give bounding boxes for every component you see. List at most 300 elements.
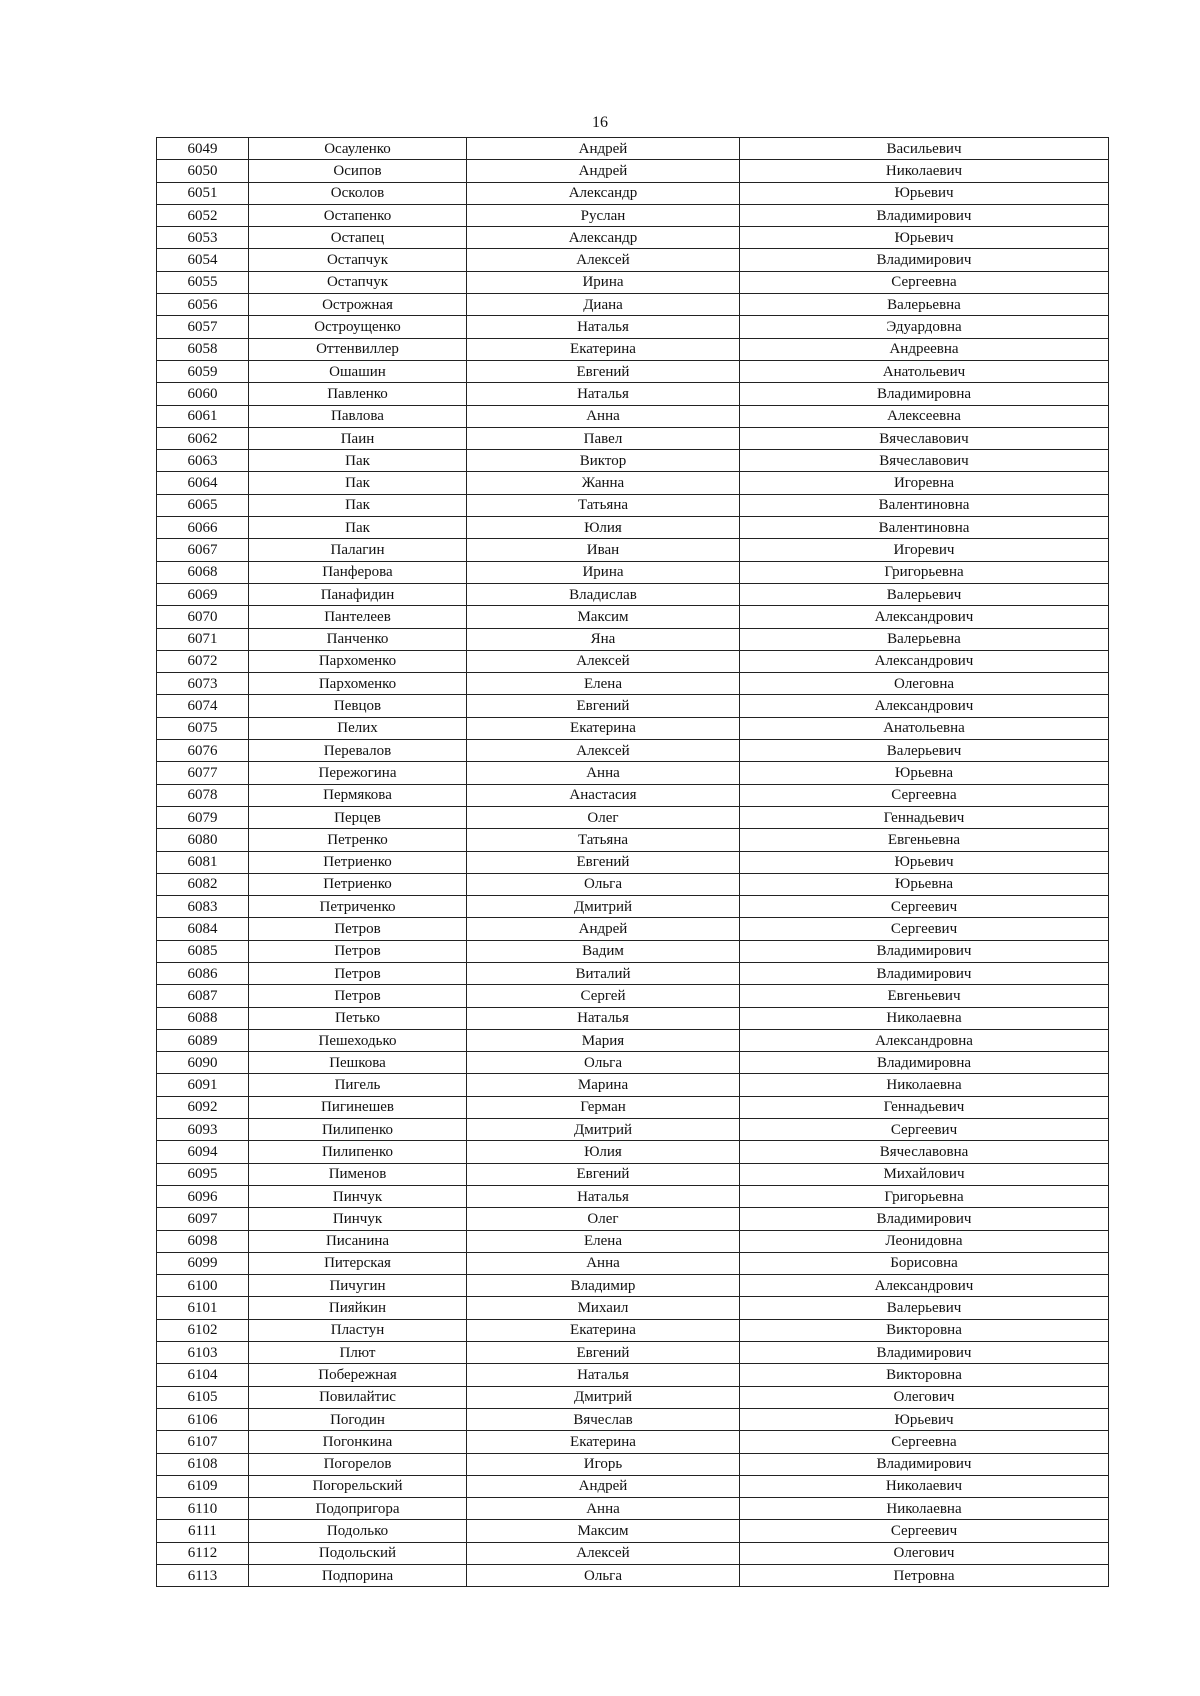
record-number-cell: 6091 xyxy=(157,1074,249,1096)
last-name-cell: Пименов xyxy=(249,1163,467,1185)
patronymic-cell: Петровна xyxy=(740,1565,1109,1587)
patronymic-cell: Олегович xyxy=(740,1542,1109,1564)
last-name-cell: Ошашин xyxy=(249,360,467,382)
first-name-cell: Анна xyxy=(467,762,740,784)
last-name-cell: Писанина xyxy=(249,1230,467,1252)
patronymic-cell: Григорьевна xyxy=(740,561,1109,583)
first-name-cell: Ольга xyxy=(467,873,740,895)
patronymic-cell: Геннадьевич xyxy=(740,806,1109,828)
table-row xyxy=(157,472,1109,494)
table-row xyxy=(157,940,1109,962)
record-number-cell: 6083 xyxy=(157,896,249,918)
last-name-cell: Питерская xyxy=(249,1252,467,1274)
table-row xyxy=(157,628,1109,650)
roster-body xyxy=(157,138,1109,1587)
record-number-cell: 6100 xyxy=(157,1275,249,1297)
table-row xyxy=(157,539,1109,561)
last-name-cell: Петров xyxy=(249,962,467,984)
first-name-cell: Татьяна xyxy=(467,829,740,851)
record-number-cell: 6105 xyxy=(157,1386,249,1408)
first-name-cell: Андрей xyxy=(467,138,740,160)
first-name-cell: Наталья xyxy=(467,316,740,338)
patronymic-cell: Александрович xyxy=(740,606,1109,628)
table-row xyxy=(157,1096,1109,1118)
table-row xyxy=(157,896,1109,918)
first-name-cell: Сергей xyxy=(467,985,740,1007)
last-name-cell: Подольский xyxy=(249,1542,467,1564)
table-row xyxy=(157,1185,1109,1207)
record-number-cell: 6111 xyxy=(157,1520,249,1542)
last-name-cell: Пархоменко xyxy=(249,650,467,672)
last-name-cell: Пинчук xyxy=(249,1208,467,1230)
record-number-cell: 6107 xyxy=(157,1431,249,1453)
first-name-cell: Наталья xyxy=(467,1185,740,1207)
table-row xyxy=(157,450,1109,472)
table-row xyxy=(157,1408,1109,1430)
first-name-cell: Анна xyxy=(467,1498,740,1520)
page-number: 16 xyxy=(592,114,608,131)
record-number-cell: 6049 xyxy=(157,138,249,160)
first-name-cell: Виктор xyxy=(467,450,740,472)
record-number-cell: 6064 xyxy=(157,472,249,494)
first-name-cell: Яна xyxy=(467,628,740,650)
record-number-cell: 6082 xyxy=(157,873,249,895)
record-number-cell: 6103 xyxy=(157,1342,249,1364)
patronymic-cell: Вячеславович xyxy=(740,450,1109,472)
first-name-cell: Екатерина xyxy=(467,717,740,739)
patronymic-cell: Сергеевич xyxy=(740,1119,1109,1141)
last-name-cell: Плют xyxy=(249,1342,467,1364)
last-name-cell: Пак xyxy=(249,450,467,472)
last-name-cell: Подолько xyxy=(249,1520,467,1542)
record-number-cell: 6086 xyxy=(157,962,249,984)
first-name-cell: Виталий xyxy=(467,962,740,984)
table-row xyxy=(157,249,1109,271)
table-row xyxy=(157,829,1109,851)
table-row xyxy=(157,851,1109,873)
first-name-cell: Елена xyxy=(467,1230,740,1252)
first-name-cell: Евгений xyxy=(467,695,740,717)
first-name-cell: Ирина xyxy=(467,271,740,293)
table-row xyxy=(157,1230,1109,1252)
record-number-cell: 6060 xyxy=(157,383,249,405)
record-number-cell: 6097 xyxy=(157,1208,249,1230)
patronymic-cell: Валерьевна xyxy=(740,294,1109,316)
first-name-cell: Анастасия xyxy=(467,784,740,806)
last-name-cell: Пелих xyxy=(249,717,467,739)
last-name-cell: Петров xyxy=(249,918,467,940)
first-name-cell: Наталья xyxy=(467,383,740,405)
record-number-cell: 6066 xyxy=(157,517,249,539)
table-row xyxy=(157,1029,1109,1051)
last-name-cell: Пигинешев xyxy=(249,1096,467,1118)
patronymic-cell: Владимирович xyxy=(740,204,1109,226)
record-number-cell: 6090 xyxy=(157,1052,249,1074)
record-number-cell: 6109 xyxy=(157,1475,249,1497)
record-number-cell: 6098 xyxy=(157,1230,249,1252)
patronymic-cell: Анатольевич xyxy=(740,360,1109,382)
first-name-cell: Екатерина xyxy=(467,1319,740,1341)
table-row xyxy=(157,383,1109,405)
last-name-cell: Пилипенко xyxy=(249,1141,467,1163)
patronymic-cell: Сергеевич xyxy=(740,918,1109,940)
patronymic-cell: Вячеславовна xyxy=(740,1141,1109,1163)
last-name-cell: Петренко xyxy=(249,829,467,851)
patronymic-cell: Михайлович xyxy=(740,1163,1109,1185)
patronymic-cell: Анатольевна xyxy=(740,717,1109,739)
record-number-cell: 6051 xyxy=(157,182,249,204)
table-row xyxy=(157,1364,1109,1386)
record-number-cell: 6050 xyxy=(157,160,249,182)
record-number-cell: 6112 xyxy=(157,1542,249,1564)
first-name-cell: Диана xyxy=(467,294,740,316)
record-number-cell: 6071 xyxy=(157,628,249,650)
table-row xyxy=(157,962,1109,984)
record-number-cell: 6092 xyxy=(157,1096,249,1118)
first-name-cell: Вячеслав xyxy=(467,1408,740,1430)
patronymic-cell: Валерьевич xyxy=(740,583,1109,605)
last-name-cell: Пластун xyxy=(249,1319,467,1341)
record-number-cell: 6099 xyxy=(157,1252,249,1274)
table-row xyxy=(157,294,1109,316)
first-name-cell: Ирина xyxy=(467,561,740,583)
first-name-cell: Наталья xyxy=(467,1364,740,1386)
record-number-cell: 6101 xyxy=(157,1297,249,1319)
table-row xyxy=(157,494,1109,516)
first-name-cell: Алексей xyxy=(467,249,740,271)
first-name-cell: Елена xyxy=(467,673,740,695)
record-number-cell: 6078 xyxy=(157,784,249,806)
patronymic-cell: Олегович xyxy=(740,1386,1109,1408)
record-number-cell: 6073 xyxy=(157,673,249,695)
last-name-cell: Пархоменко xyxy=(249,673,467,695)
first-name-cell: Екатерина xyxy=(467,1431,740,1453)
patronymic-cell: Андреевна xyxy=(740,338,1109,360)
last-name-cell: Остапчук xyxy=(249,249,467,271)
last-name-cell: Павлова xyxy=(249,405,467,427)
table-row xyxy=(157,717,1109,739)
table-row xyxy=(157,427,1109,449)
last-name-cell: Певцов xyxy=(249,695,467,717)
record-number-cell: 6069 xyxy=(157,583,249,605)
record-number-cell: 6067 xyxy=(157,539,249,561)
patronymic-cell: Александрович xyxy=(740,695,1109,717)
patronymic-cell: Олеговна xyxy=(740,673,1109,695)
last-name-cell: Пантелеев xyxy=(249,606,467,628)
first-name-cell: Алексей xyxy=(467,650,740,672)
first-name-cell: Павел xyxy=(467,427,740,449)
table-row xyxy=(157,985,1109,1007)
table-row xyxy=(157,1074,1109,1096)
first-name-cell: Олег xyxy=(467,806,740,828)
patronymic-cell: Юрьевич xyxy=(740,227,1109,249)
patronymic-cell: Евгеньевна xyxy=(740,829,1109,851)
first-name-cell: Анна xyxy=(467,1252,740,1274)
patronymic-cell: Владимировна xyxy=(740,1052,1109,1074)
record-number-cell: 6110 xyxy=(157,1498,249,1520)
table-row xyxy=(157,1475,1109,1497)
table-row xyxy=(157,873,1109,895)
table-row xyxy=(157,1342,1109,1364)
last-name-cell: Осипов xyxy=(249,160,467,182)
last-name-cell: Петров xyxy=(249,985,467,1007)
table-row xyxy=(157,1386,1109,1408)
last-name-cell: Погорельский xyxy=(249,1475,467,1497)
last-name-cell: Петриенко xyxy=(249,873,467,895)
record-number-cell: 6085 xyxy=(157,940,249,962)
last-name-cell: Остапец xyxy=(249,227,467,249)
last-name-cell: Петриенко xyxy=(249,851,467,873)
record-number-cell: 6063 xyxy=(157,450,249,472)
last-name-cell: Пак xyxy=(249,494,467,516)
patronymic-cell: Юрьевна xyxy=(740,762,1109,784)
first-name-cell: Евгений xyxy=(467,1163,740,1185)
record-number-cell: 6104 xyxy=(157,1364,249,1386)
table-row xyxy=(157,227,1109,249)
table-row xyxy=(157,1052,1109,1074)
table-row xyxy=(157,204,1109,226)
record-number-cell: 6074 xyxy=(157,695,249,717)
last-name-cell: Остроущенко xyxy=(249,316,467,338)
table-row xyxy=(157,182,1109,204)
last-name-cell: Петров xyxy=(249,940,467,962)
patronymic-cell: Валентиновна xyxy=(740,494,1109,516)
table-row xyxy=(157,606,1109,628)
last-name-cell: Пилипенко xyxy=(249,1119,467,1141)
last-name-cell: Остапенко xyxy=(249,204,467,226)
last-name-cell: Подпорина xyxy=(249,1565,467,1587)
patronymic-cell: Евгеньевич xyxy=(740,985,1109,1007)
patronymic-cell: Алексеевна xyxy=(740,405,1109,427)
patronymic-cell: Сергеевич xyxy=(740,896,1109,918)
patronymic-cell: Васильевич xyxy=(740,138,1109,160)
patronymic-cell: Владимирович xyxy=(740,940,1109,962)
table-row xyxy=(157,1275,1109,1297)
last-name-cell: Повилайтис xyxy=(249,1386,467,1408)
last-name-cell: Осауленко xyxy=(249,138,467,160)
first-name-cell: Дмитрий xyxy=(467,1119,740,1141)
patronymic-cell: Владимирович xyxy=(740,1453,1109,1475)
table-row xyxy=(157,561,1109,583)
last-name-cell: Петриченко xyxy=(249,896,467,918)
last-name-cell: Осколов xyxy=(249,182,467,204)
table-row xyxy=(157,360,1109,382)
record-number-cell: 6070 xyxy=(157,606,249,628)
record-number-cell: 6081 xyxy=(157,851,249,873)
patronymic-cell: Сергеевна xyxy=(740,271,1109,293)
patronymic-cell: Юрьевич xyxy=(740,851,1109,873)
last-name-cell: Погорелов xyxy=(249,1453,467,1475)
first-name-cell: Екатерина xyxy=(467,338,740,360)
first-name-cell: Вадим xyxy=(467,940,740,962)
last-name-cell: Пак xyxy=(249,517,467,539)
patronymic-cell: Геннадьевич xyxy=(740,1096,1109,1118)
first-name-cell: Алексей xyxy=(467,740,740,762)
first-name-cell: Руслан xyxy=(467,204,740,226)
record-number-cell: 6072 xyxy=(157,650,249,672)
patronymic-cell: Николаевич xyxy=(740,1475,1109,1497)
record-number-cell: 6062 xyxy=(157,427,249,449)
patronymic-cell: Александрович xyxy=(740,650,1109,672)
record-number-cell: 6054 xyxy=(157,249,249,271)
table-row xyxy=(157,1565,1109,1587)
table-row xyxy=(157,1141,1109,1163)
record-number-cell: 6068 xyxy=(157,561,249,583)
table-row xyxy=(157,1208,1109,1230)
record-number-cell: 6093 xyxy=(157,1119,249,1141)
patronymic-cell: Валерьевич xyxy=(740,1297,1109,1319)
record-number-cell: 6059 xyxy=(157,360,249,382)
record-number-cell: 6052 xyxy=(157,204,249,226)
table-row xyxy=(157,1007,1109,1029)
last-name-cell: Паин xyxy=(249,427,467,449)
record-number-cell: 6056 xyxy=(157,294,249,316)
first-name-cell: Максим xyxy=(467,606,740,628)
first-name-cell: Мария xyxy=(467,1029,740,1051)
table-row xyxy=(157,271,1109,293)
table-row xyxy=(157,1297,1109,1319)
first-name-cell: Александр xyxy=(467,227,740,249)
record-number-cell: 6096 xyxy=(157,1185,249,1207)
record-number-cell: 6094 xyxy=(157,1141,249,1163)
record-number-cell: 6087 xyxy=(157,985,249,1007)
record-number-cell: 6108 xyxy=(157,1453,249,1475)
last-name-cell: Остапчук xyxy=(249,271,467,293)
record-number-cell: 6065 xyxy=(157,494,249,516)
table-row xyxy=(157,517,1109,539)
last-name-cell: Пермякова xyxy=(249,784,467,806)
table-row xyxy=(157,784,1109,806)
first-name-cell: Александр xyxy=(467,182,740,204)
first-name-cell: Евгений xyxy=(467,851,740,873)
patronymic-cell: Владимирович xyxy=(740,962,1109,984)
patronymic-cell: Николаевна xyxy=(740,1007,1109,1029)
record-number-cell: 6095 xyxy=(157,1163,249,1185)
patronymic-cell: Владимирович xyxy=(740,1342,1109,1364)
last-name-cell: Панченко xyxy=(249,628,467,650)
table-row xyxy=(157,1542,1109,1564)
first-name-cell: Герман xyxy=(467,1096,740,1118)
first-name-cell: Олег xyxy=(467,1208,740,1230)
table-row xyxy=(157,583,1109,605)
patronymic-cell: Юрьевна xyxy=(740,873,1109,895)
patronymic-cell: Валерьевна xyxy=(740,628,1109,650)
patronymic-cell: Юрьевич xyxy=(740,1408,1109,1430)
first-name-cell: Юлия xyxy=(467,517,740,539)
table-row xyxy=(157,806,1109,828)
first-name-cell: Наталья xyxy=(467,1007,740,1029)
first-name-cell: Анна xyxy=(467,405,740,427)
table-row xyxy=(157,1119,1109,1141)
patronymic-cell: Вячеславович xyxy=(740,427,1109,449)
patronymic-cell: Александровна xyxy=(740,1029,1109,1051)
last-name-cell: Панферова xyxy=(249,561,467,583)
first-name-cell: Игорь xyxy=(467,1453,740,1475)
record-number-cell: 6084 xyxy=(157,918,249,940)
table-row xyxy=(157,1163,1109,1185)
patronymic-cell: Николаевна xyxy=(740,1498,1109,1520)
table-row xyxy=(157,918,1109,940)
patronymic-cell: Эдуардовна xyxy=(740,316,1109,338)
patronymic-cell: Сергеевна xyxy=(740,784,1109,806)
first-name-cell: Алексей xyxy=(467,1542,740,1564)
first-name-cell: Дмитрий xyxy=(467,896,740,918)
first-name-cell: Михаил xyxy=(467,1297,740,1319)
first-name-cell: Татьяна xyxy=(467,494,740,516)
last-name-cell: Палагин xyxy=(249,539,467,561)
table-row xyxy=(157,1431,1109,1453)
first-name-cell: Юлия xyxy=(467,1141,740,1163)
last-name-cell: Пинчук xyxy=(249,1185,467,1207)
last-name-cell: Побережная xyxy=(249,1364,467,1386)
table-row xyxy=(157,673,1109,695)
last-name-cell: Перцев xyxy=(249,806,467,828)
patronymic-cell: Александрович xyxy=(740,1275,1109,1297)
record-number-cell: 6080 xyxy=(157,829,249,851)
table-row xyxy=(157,740,1109,762)
last-name-cell: Погодин xyxy=(249,1408,467,1430)
patronymic-cell: Сергеевна xyxy=(740,1431,1109,1453)
table-row xyxy=(157,695,1109,717)
last-name-cell: Павленко xyxy=(249,383,467,405)
table-row xyxy=(157,1319,1109,1341)
first-name-cell: Максим xyxy=(467,1520,740,1542)
table-row xyxy=(157,1498,1109,1520)
patronymic-cell: Валентиновна xyxy=(740,517,1109,539)
table-row xyxy=(157,762,1109,784)
record-number-cell: 6106 xyxy=(157,1408,249,1430)
record-number-cell: 6057 xyxy=(157,316,249,338)
patronymic-cell: Игоревич xyxy=(740,539,1109,561)
last-name-cell: Пешеходько xyxy=(249,1029,467,1051)
table-row xyxy=(157,1252,1109,1274)
last-name-cell: Пешкова xyxy=(249,1052,467,1074)
table-row xyxy=(157,338,1109,360)
record-number-cell: 6077 xyxy=(157,762,249,784)
first-name-cell: Марина xyxy=(467,1074,740,1096)
first-name-cell: Жанна xyxy=(467,472,740,494)
first-name-cell: Владимир xyxy=(467,1275,740,1297)
first-name-cell: Андрей xyxy=(467,1475,740,1497)
last-name-cell: Пережогина xyxy=(249,762,467,784)
patronymic-cell: Николаевич xyxy=(740,160,1109,182)
record-number-cell: 6053 xyxy=(157,227,249,249)
table-row xyxy=(157,160,1109,182)
patronymic-cell: Николаевна xyxy=(740,1074,1109,1096)
patronymic-cell: Юрьевич xyxy=(740,182,1109,204)
first-name-cell: Евгений xyxy=(467,1342,740,1364)
last-name-cell: Пичугин xyxy=(249,1275,467,1297)
patronymic-cell: Григорьевна xyxy=(740,1185,1109,1207)
first-name-cell: Владислав xyxy=(467,583,740,605)
table-row xyxy=(157,650,1109,672)
record-number-cell: 6089 xyxy=(157,1029,249,1051)
patronymic-cell: Владимирович xyxy=(740,1208,1109,1230)
patronymic-cell: Сергеевич xyxy=(740,1520,1109,1542)
patronymic-cell: Викторовна xyxy=(740,1364,1109,1386)
last-name-cell: Панафидин xyxy=(249,583,467,605)
first-name-cell: Ольга xyxy=(467,1052,740,1074)
record-number-cell: 6055 xyxy=(157,271,249,293)
last-name-cell: Оттенвиллер xyxy=(249,338,467,360)
first-name-cell: Андрей xyxy=(467,160,740,182)
table-row xyxy=(157,1453,1109,1475)
patronymic-cell: Валерьевич xyxy=(740,740,1109,762)
roster-table xyxy=(156,137,1109,1587)
last-name-cell: Пак xyxy=(249,472,467,494)
last-name-cell: Острожная xyxy=(249,294,467,316)
first-name-cell: Андрей xyxy=(467,918,740,940)
